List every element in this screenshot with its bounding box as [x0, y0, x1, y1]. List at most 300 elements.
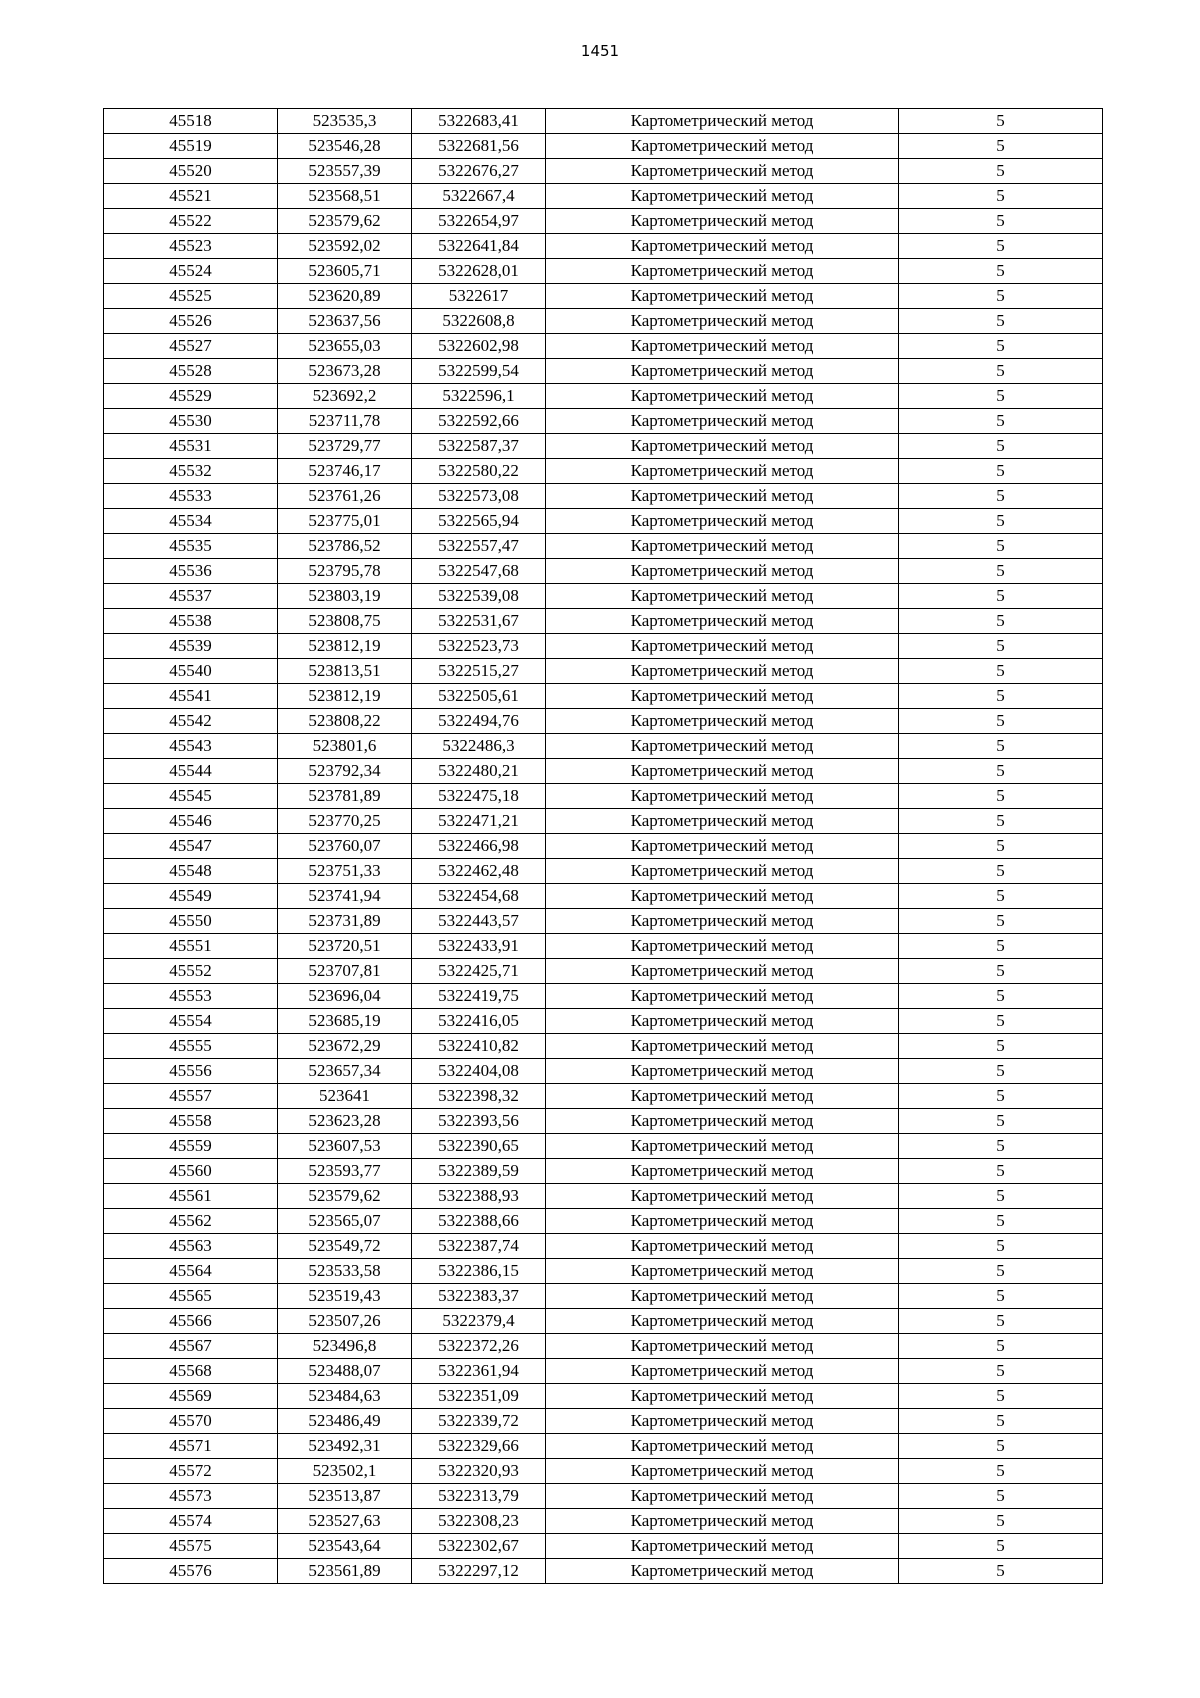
- x-coordinate-cell: 523812,19: [278, 634, 412, 659]
- point-number-cell: 45535: [104, 534, 278, 559]
- method-cell: Картометрический метод: [546, 1509, 899, 1534]
- x-coordinate-cell: 523657,34: [278, 1059, 412, 1084]
- accuracy-cell: 5: [899, 459, 1103, 484]
- x-coordinate-cell: 523579,62: [278, 209, 412, 234]
- point-number-cell: 45569: [104, 1384, 278, 1409]
- table-row: [104, 1434, 1103, 1459]
- table-row: [104, 1184, 1103, 1209]
- y-coordinate-cell: 5322505,61: [412, 684, 546, 709]
- y-coordinate-cell: 5322471,21: [412, 809, 546, 834]
- point-number-cell: 45541: [104, 684, 278, 709]
- x-coordinate-cell: 523801,6: [278, 734, 412, 759]
- x-coordinate-cell: 523565,07: [278, 1209, 412, 1234]
- method-cell: Картометрический метод: [546, 509, 899, 534]
- y-coordinate-cell: 5322539,08: [412, 584, 546, 609]
- y-coordinate-cell: 5322523,73: [412, 634, 546, 659]
- table-row: [104, 1334, 1103, 1359]
- table-row: [104, 1084, 1103, 1109]
- table-row: [104, 959, 1103, 984]
- point-number-cell: 45525: [104, 284, 278, 309]
- y-coordinate-cell: 5322547,68: [412, 559, 546, 584]
- point-number-cell: 45519: [104, 134, 278, 159]
- table-row: [104, 834, 1103, 859]
- table-row: [104, 384, 1103, 409]
- method-cell: Картометрический метод: [546, 1459, 899, 1484]
- x-coordinate-cell: 523605,71: [278, 259, 412, 284]
- x-coordinate-cell: 523685,19: [278, 1009, 412, 1034]
- accuracy-cell: 5: [899, 1484, 1103, 1509]
- table-row: [104, 109, 1103, 134]
- method-cell: Картометрический метод: [546, 734, 899, 759]
- x-coordinate-cell: 523641: [278, 1084, 412, 1109]
- method-cell: Картометрический метод: [546, 659, 899, 684]
- x-coordinate-cell: 523488,07: [278, 1359, 412, 1384]
- method-cell: Картометрический метод: [546, 1159, 899, 1184]
- accuracy-cell: 5: [899, 1384, 1103, 1409]
- table-row: [104, 1384, 1103, 1409]
- point-number-cell: 45526: [104, 309, 278, 334]
- y-coordinate-cell: 5322329,66: [412, 1434, 546, 1459]
- method-cell: Картометрический метод: [546, 934, 899, 959]
- point-number-cell: 45573: [104, 1484, 278, 1509]
- table-row: [104, 684, 1103, 709]
- method-cell: Картометрический метод: [546, 959, 899, 984]
- x-coordinate-cell: 523607,53: [278, 1134, 412, 1159]
- y-coordinate-cell: 5322404,08: [412, 1059, 546, 1084]
- y-coordinate-cell: 5322302,67: [412, 1534, 546, 1559]
- accuracy-cell: 5: [899, 859, 1103, 884]
- table-row: [104, 234, 1103, 259]
- y-coordinate-cell: 5322676,27: [412, 159, 546, 184]
- method-cell: Картометрический метод: [546, 809, 899, 834]
- table-row: [104, 259, 1103, 284]
- point-number-cell: 45574: [104, 1509, 278, 1534]
- accuracy-cell: 5: [899, 684, 1103, 709]
- point-number-cell: 45562: [104, 1209, 278, 1234]
- table-row: [104, 1134, 1103, 1159]
- x-coordinate-cell: 523637,56: [278, 309, 412, 334]
- accuracy-cell: 5: [899, 784, 1103, 809]
- method-cell: Картометрический метод: [546, 459, 899, 484]
- accuracy-cell: 5: [899, 384, 1103, 409]
- accuracy-cell: 5: [899, 1559, 1103, 1584]
- method-cell: Картометрический метод: [546, 584, 899, 609]
- x-coordinate-cell: 523568,51: [278, 184, 412, 209]
- accuracy-cell: 5: [899, 334, 1103, 359]
- point-number-cell: 45530: [104, 409, 278, 434]
- table-row: [104, 1534, 1103, 1559]
- y-coordinate-cell: 5322596,1: [412, 384, 546, 409]
- method-cell: Картометрический метод: [546, 1534, 899, 1559]
- y-coordinate-cell: 5322297,12: [412, 1559, 546, 1584]
- table-row: [104, 459, 1103, 484]
- x-coordinate-cell: 523486,49: [278, 1409, 412, 1434]
- point-number-cell: 45544: [104, 759, 278, 784]
- point-number-cell: 45529: [104, 384, 278, 409]
- y-coordinate-cell: 5322379,4: [412, 1309, 546, 1334]
- accuracy-cell: 5: [899, 109, 1103, 134]
- accuracy-cell: 5: [899, 484, 1103, 509]
- y-coordinate-cell: 5322628,01: [412, 259, 546, 284]
- y-coordinate-cell: 5322351,09: [412, 1384, 546, 1409]
- accuracy-cell: 5: [899, 1134, 1103, 1159]
- table-row: [104, 484, 1103, 509]
- table-row: [104, 609, 1103, 634]
- method-cell: Картометрический метод: [546, 884, 899, 909]
- method-cell: Картометрический метод: [546, 1034, 899, 1059]
- method-cell: Картометрический метод: [546, 409, 899, 434]
- point-number-cell: 45570: [104, 1409, 278, 1434]
- accuracy-cell: 5: [899, 1234, 1103, 1259]
- y-coordinate-cell: 5322393,56: [412, 1109, 546, 1134]
- method-cell: Картометрический метод: [546, 859, 899, 884]
- point-number-cell: 45555: [104, 1034, 278, 1059]
- x-coordinate-cell: 523813,51: [278, 659, 412, 684]
- point-number-cell: 45545: [104, 784, 278, 809]
- method-cell: Картометрический метод: [546, 1234, 899, 1259]
- point-number-cell: 45522: [104, 209, 278, 234]
- accuracy-cell: 5: [899, 709, 1103, 734]
- accuracy-cell: 5: [899, 284, 1103, 309]
- table-row: [104, 859, 1103, 884]
- table-row: [104, 984, 1103, 1009]
- table-row: [104, 809, 1103, 834]
- y-coordinate-cell: 5322667,4: [412, 184, 546, 209]
- y-coordinate-cell: 5322486,3: [412, 734, 546, 759]
- x-coordinate-cell: 523535,3: [278, 109, 412, 134]
- method-cell: Картометрический метод: [546, 759, 899, 784]
- method-cell: Картометрический метод: [546, 1384, 899, 1409]
- y-coordinate-cell: 5322617: [412, 284, 546, 309]
- y-coordinate-cell: 5322654,97: [412, 209, 546, 234]
- y-coordinate-cell: 5322599,54: [412, 359, 546, 384]
- accuracy-cell: 5: [899, 1184, 1103, 1209]
- y-coordinate-cell: 5322443,57: [412, 909, 546, 934]
- table-row: [104, 1259, 1103, 1284]
- method-cell: Картометрический метод: [546, 984, 899, 1009]
- accuracy-cell: 5: [899, 1209, 1103, 1234]
- point-number-cell: 45533: [104, 484, 278, 509]
- x-coordinate-cell: 523533,58: [278, 1259, 412, 1284]
- y-coordinate-cell: 5322592,66: [412, 409, 546, 434]
- x-coordinate-cell: 523803,19: [278, 584, 412, 609]
- y-coordinate-cell: 5322425,71: [412, 959, 546, 984]
- point-number-cell: 45571: [104, 1434, 278, 1459]
- table-row: [104, 1559, 1103, 1584]
- point-number-cell: 45531: [104, 434, 278, 459]
- method-cell: Картометрический метод: [546, 1084, 899, 1109]
- table-row: [104, 584, 1103, 609]
- accuracy-cell: 5: [899, 209, 1103, 234]
- y-coordinate-cell: 5322313,79: [412, 1484, 546, 1509]
- y-coordinate-cell: 5322587,37: [412, 434, 546, 459]
- point-number-cell: 45568: [104, 1359, 278, 1384]
- point-number-cell: 45548: [104, 859, 278, 884]
- table-row: [104, 1409, 1103, 1434]
- y-coordinate-cell: 5322565,94: [412, 509, 546, 534]
- point-number-cell: 45556: [104, 1059, 278, 1084]
- x-coordinate-cell: 523623,28: [278, 1109, 412, 1134]
- table-row: [104, 634, 1103, 659]
- y-coordinate-cell: 5322573,08: [412, 484, 546, 509]
- accuracy-cell: 5: [899, 1309, 1103, 1334]
- point-number-cell: 45536: [104, 559, 278, 584]
- y-coordinate-cell: 5322683,41: [412, 109, 546, 134]
- table-row: [104, 1109, 1103, 1134]
- table-row: [104, 284, 1103, 309]
- method-cell: Картометрический метод: [546, 334, 899, 359]
- accuracy-cell: 5: [899, 534, 1103, 559]
- accuracy-cell: 5: [899, 809, 1103, 834]
- x-coordinate-cell: 523507,26: [278, 1309, 412, 1334]
- table-row: [104, 1484, 1103, 1509]
- method-cell: Картометрический метод: [546, 484, 899, 509]
- y-coordinate-cell: 5322308,23: [412, 1509, 546, 1534]
- y-coordinate-cell: 5322419,75: [412, 984, 546, 1009]
- accuracy-cell: 5: [899, 234, 1103, 259]
- x-coordinate-cell: 523770,25: [278, 809, 412, 834]
- method-cell: Картометрический метод: [546, 559, 899, 584]
- y-coordinate-cell: 5322602,98: [412, 334, 546, 359]
- x-coordinate-cell: 523786,52: [278, 534, 412, 559]
- accuracy-cell: 5: [899, 184, 1103, 209]
- point-number-cell: 45566: [104, 1309, 278, 1334]
- method-cell: Картометрический метод: [546, 834, 899, 859]
- method-cell: Картометрический метод: [546, 709, 899, 734]
- accuracy-cell: 5: [899, 409, 1103, 434]
- method-cell: Картометрический метод: [546, 159, 899, 184]
- method-cell: Картометрический метод: [546, 359, 899, 384]
- accuracy-cell: 5: [899, 934, 1103, 959]
- accuracy-cell: 5: [899, 1359, 1103, 1384]
- method-cell: Картометрический метод: [546, 634, 899, 659]
- point-number-cell: 45572: [104, 1459, 278, 1484]
- table-row: [104, 134, 1103, 159]
- accuracy-cell: 5: [899, 359, 1103, 384]
- point-number-cell: 45539: [104, 634, 278, 659]
- accuracy-cell: 5: [899, 734, 1103, 759]
- table-row: [104, 759, 1103, 784]
- method-cell: Картометрический метод: [546, 384, 899, 409]
- method-cell: Картометрический метод: [546, 134, 899, 159]
- point-number-cell: 45549: [104, 884, 278, 909]
- x-coordinate-cell: 523502,1: [278, 1459, 412, 1484]
- method-cell: Картометрический метод: [546, 234, 899, 259]
- accuracy-cell: 5: [899, 509, 1103, 534]
- y-coordinate-cell: 5322390,65: [412, 1134, 546, 1159]
- x-coordinate-cell: 523808,22: [278, 709, 412, 734]
- method-cell: Картометрический метод: [546, 1284, 899, 1309]
- method-cell: Картометрический метод: [546, 1559, 899, 1584]
- point-number-cell: 45550: [104, 909, 278, 934]
- point-number-cell: 45565: [104, 1284, 278, 1309]
- point-number-cell: 45576: [104, 1559, 278, 1584]
- x-coordinate-cell: 523760,07: [278, 834, 412, 859]
- coordinates-table-body: [104, 109, 1103, 1584]
- accuracy-cell: 5: [899, 1509, 1103, 1534]
- x-coordinate-cell: 523593,77: [278, 1159, 412, 1184]
- x-coordinate-cell: 523655,03: [278, 334, 412, 359]
- method-cell: Картометрический метод: [546, 1009, 899, 1034]
- table-row: [104, 1459, 1103, 1484]
- table-row: [104, 1059, 1103, 1084]
- y-coordinate-cell: 5322389,59: [412, 1159, 546, 1184]
- method-cell: Картометрический метод: [546, 1309, 899, 1334]
- accuracy-cell: 5: [899, 884, 1103, 909]
- x-coordinate-cell: 523543,64: [278, 1534, 412, 1559]
- y-coordinate-cell: 5322388,66: [412, 1209, 546, 1234]
- point-number-cell: 45524: [104, 259, 278, 284]
- table-row: [104, 934, 1103, 959]
- accuracy-cell: 5: [899, 1334, 1103, 1359]
- point-number-cell: 45567: [104, 1334, 278, 1359]
- point-number-cell: 45543: [104, 734, 278, 759]
- y-coordinate-cell: 5322398,32: [412, 1084, 546, 1109]
- method-cell: Картометрический метод: [546, 309, 899, 334]
- table-row: [104, 159, 1103, 184]
- accuracy-cell: 5: [899, 1009, 1103, 1034]
- table-row: [104, 1209, 1103, 1234]
- x-coordinate-cell: 523707,81: [278, 959, 412, 984]
- table-row: [104, 1509, 1103, 1534]
- y-coordinate-cell: 5322580,22: [412, 459, 546, 484]
- table-row: [104, 334, 1103, 359]
- method-cell: Картометрический метод: [546, 784, 899, 809]
- point-number-cell: 45528: [104, 359, 278, 384]
- table-row: [104, 784, 1103, 809]
- x-coordinate-cell: 523579,62: [278, 1184, 412, 1209]
- method-cell: Картометрический метод: [546, 684, 899, 709]
- method-cell: Картометрический метод: [546, 534, 899, 559]
- point-number-cell: 45552: [104, 959, 278, 984]
- accuracy-cell: 5: [899, 584, 1103, 609]
- table-row: [104, 734, 1103, 759]
- accuracy-cell: 5: [899, 309, 1103, 334]
- table-row: [104, 1009, 1103, 1034]
- table-row: [104, 659, 1103, 684]
- method-cell: Картометрический метод: [546, 1409, 899, 1434]
- y-coordinate-cell: 5322681,56: [412, 134, 546, 159]
- method-cell: Картометрический метод: [546, 1434, 899, 1459]
- x-coordinate-cell: 523620,89: [278, 284, 412, 309]
- y-coordinate-cell: 5322480,21: [412, 759, 546, 784]
- page-number: 1451: [580, 42, 620, 60]
- y-coordinate-cell: 5322361,94: [412, 1359, 546, 1384]
- y-coordinate-cell: 5322320,93: [412, 1459, 546, 1484]
- table-row: [104, 409, 1103, 434]
- x-coordinate-cell: 523519,43: [278, 1284, 412, 1309]
- table-row: [104, 1159, 1103, 1184]
- accuracy-cell: 5: [899, 1059, 1103, 1084]
- table-row: [104, 209, 1103, 234]
- x-coordinate-cell: 523792,34: [278, 759, 412, 784]
- method-cell: Картометрический метод: [546, 434, 899, 459]
- method-cell: Картометрический метод: [546, 109, 899, 134]
- point-number-cell: 45540: [104, 659, 278, 684]
- x-coordinate-cell: 523720,51: [278, 934, 412, 959]
- table-row: [104, 709, 1103, 734]
- table-row: [104, 1234, 1103, 1259]
- accuracy-cell: 5: [899, 259, 1103, 284]
- table-row: [104, 909, 1103, 934]
- x-coordinate-cell: 523775,01: [278, 509, 412, 534]
- accuracy-cell: 5: [899, 559, 1103, 584]
- x-coordinate-cell: 523692,2: [278, 384, 412, 409]
- x-coordinate-cell: 523741,94: [278, 884, 412, 909]
- method-cell: Картометрический метод: [546, 1059, 899, 1084]
- y-coordinate-cell: 5322339,72: [412, 1409, 546, 1434]
- y-coordinate-cell: 5322515,27: [412, 659, 546, 684]
- x-coordinate-cell: 523592,02: [278, 234, 412, 259]
- accuracy-cell: 5: [899, 1284, 1103, 1309]
- x-coordinate-cell: 523781,89: [278, 784, 412, 809]
- x-coordinate-cell: 523761,26: [278, 484, 412, 509]
- point-number-cell: 45557: [104, 1084, 278, 1109]
- point-number-cell: 45551: [104, 934, 278, 959]
- method-cell: Картометрический метод: [546, 609, 899, 634]
- point-number-cell: 45563: [104, 1234, 278, 1259]
- y-coordinate-cell: 5322454,68: [412, 884, 546, 909]
- x-coordinate-cell: 523513,87: [278, 1484, 412, 1509]
- method-cell: Картометрический метод: [546, 1334, 899, 1359]
- x-coordinate-cell: 523812,19: [278, 684, 412, 709]
- point-number-cell: 45537: [104, 584, 278, 609]
- method-cell: Картометрический метод: [546, 1259, 899, 1284]
- x-coordinate-cell: 523729,77: [278, 434, 412, 459]
- table-row: [104, 184, 1103, 209]
- point-number-cell: 45527: [104, 334, 278, 359]
- method-cell: Картометрический метод: [546, 1109, 899, 1134]
- y-coordinate-cell: 5322386,15: [412, 1259, 546, 1284]
- accuracy-cell: 5: [899, 1459, 1103, 1484]
- point-number-cell: 45547: [104, 834, 278, 859]
- y-coordinate-cell: 5322410,82: [412, 1034, 546, 1059]
- y-coordinate-cell: 5322387,74: [412, 1234, 546, 1259]
- y-coordinate-cell: 5322388,93: [412, 1184, 546, 1209]
- x-coordinate-cell: 523751,33: [278, 859, 412, 884]
- accuracy-cell: 5: [899, 134, 1103, 159]
- accuracy-cell: 5: [899, 1259, 1103, 1284]
- accuracy-cell: 5: [899, 834, 1103, 859]
- table-row: [104, 359, 1103, 384]
- accuracy-cell: 5: [899, 1109, 1103, 1134]
- accuracy-cell: 5: [899, 1084, 1103, 1109]
- point-number-cell: 45538: [104, 609, 278, 634]
- method-cell: Картометрический метод: [546, 209, 899, 234]
- x-coordinate-cell: 523711,78: [278, 409, 412, 434]
- x-coordinate-cell: 523527,63: [278, 1509, 412, 1534]
- point-number-cell: 45575: [104, 1534, 278, 1559]
- method-cell: Картометрический метод: [546, 1209, 899, 1234]
- x-coordinate-cell: 523746,17: [278, 459, 412, 484]
- y-coordinate-cell: 5322557,47: [412, 534, 546, 559]
- y-coordinate-cell: 5322433,91: [412, 934, 546, 959]
- x-coordinate-cell: 523672,29: [278, 1034, 412, 1059]
- point-number-cell: 45534: [104, 509, 278, 534]
- method-cell: Картометрический метод: [546, 1134, 899, 1159]
- y-coordinate-cell: 5322466,98: [412, 834, 546, 859]
- point-number-cell: 45542: [104, 709, 278, 734]
- method-cell: Картометрический метод: [546, 284, 899, 309]
- table-row: [104, 509, 1103, 534]
- x-coordinate-cell: 523731,89: [278, 909, 412, 934]
- accuracy-cell: 5: [899, 434, 1103, 459]
- y-coordinate-cell: 5322383,37: [412, 1284, 546, 1309]
- x-coordinate-cell: 523795,78: [278, 559, 412, 584]
- y-coordinate-cell: 5322641,84: [412, 234, 546, 259]
- method-cell: Картометрический метод: [546, 1359, 899, 1384]
- table-row: [104, 884, 1103, 909]
